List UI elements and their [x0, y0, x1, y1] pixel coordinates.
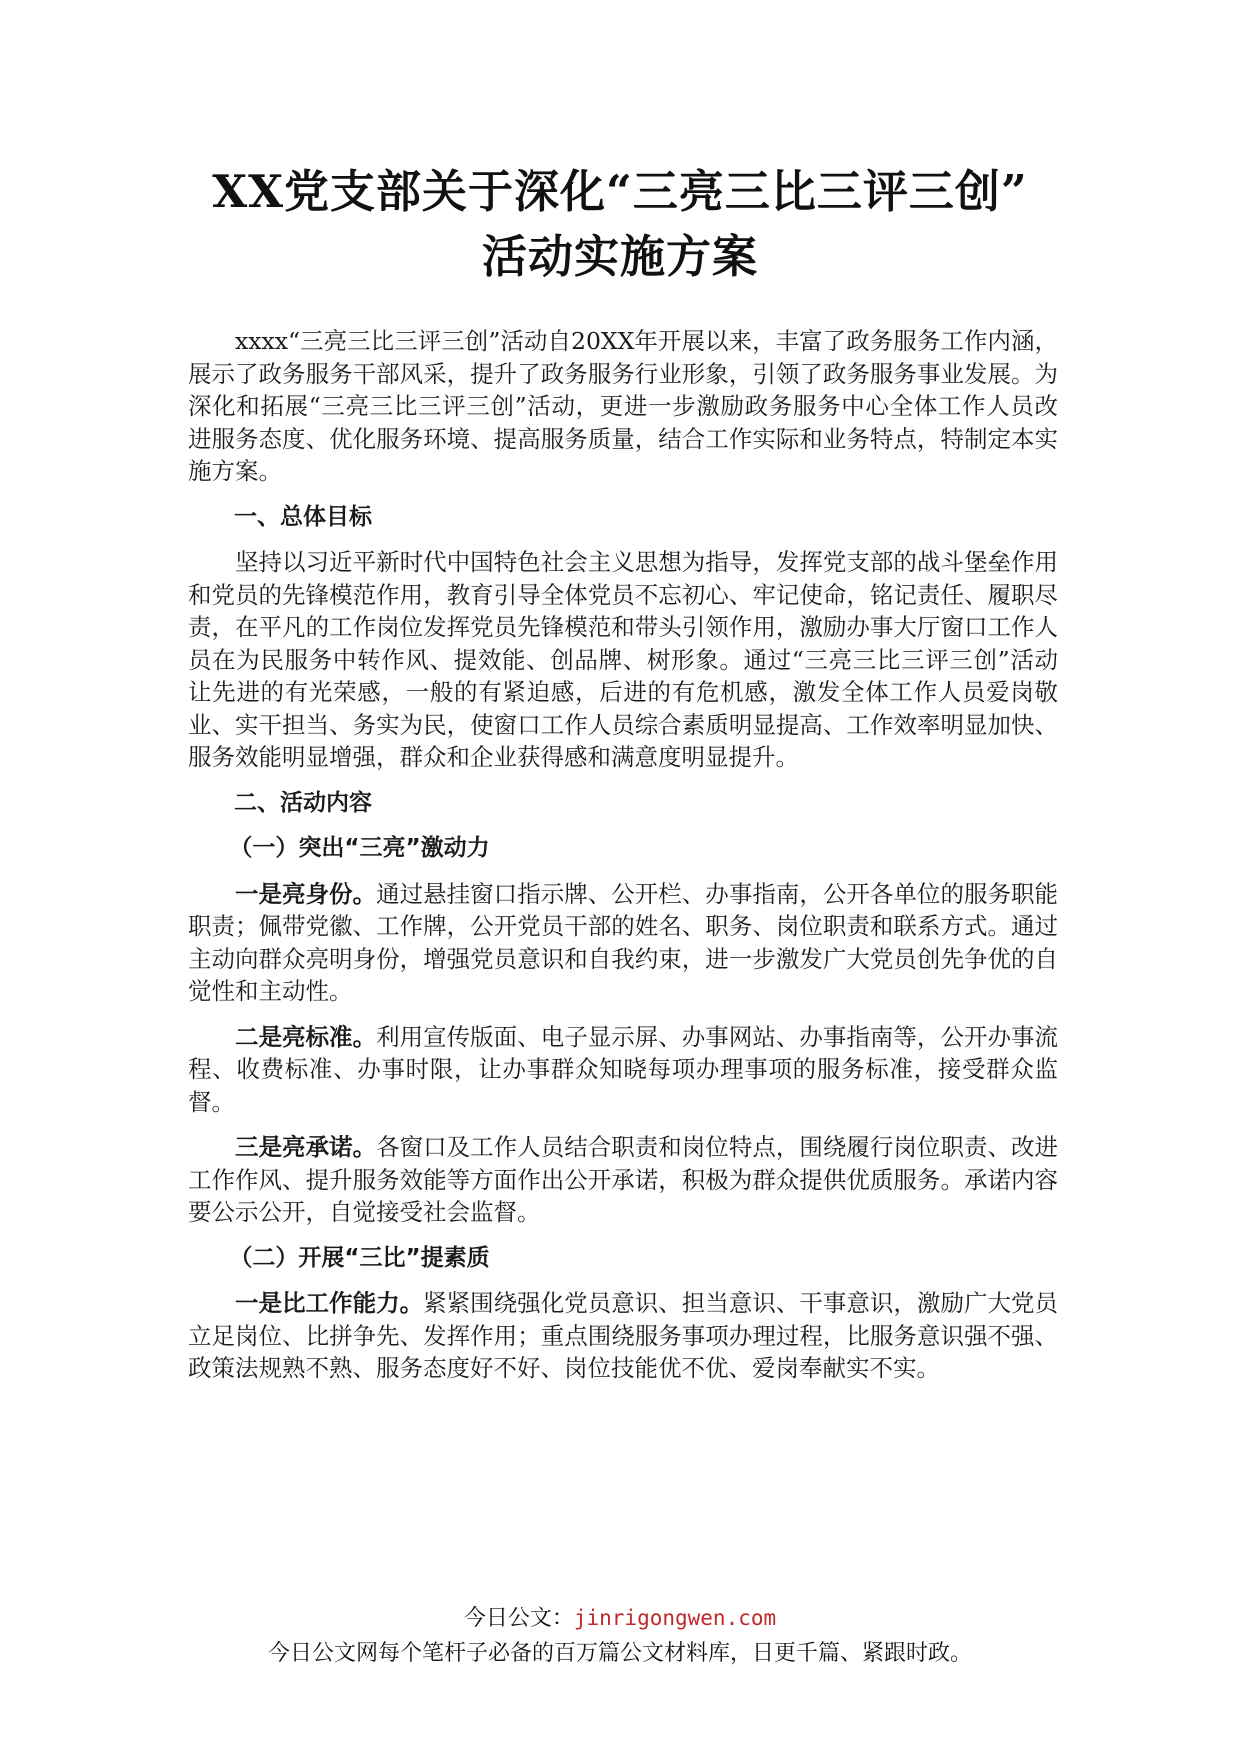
- item-lead: 一是亮身份。: [235, 879, 377, 908]
- item-paragraph: [188, 1131, 1058, 1229]
- item-paragraph: [188, 1287, 1058, 1385]
- footer-slogan: 今日公文网每个笔杆子必备的百万篇公文材料库，日更千篇、紧跟时政。: [267, 1641, 972, 1666]
- subsection-heading-three-shows: （一）突出“三亮”激动力: [229, 835, 490, 861]
- item-lead: 一是比工作能力。: [235, 1289, 424, 1317]
- item-text: 各窗口及工作人员结合职责和岗位特点，围绕履行岗位职责、改进工作作风、提升服务效能等方面作出公开承诺，积极为群众提供优质服务。承诺内容要公示公开，自觉接受社会监督。: [188, 1133, 1059, 1226]
- item-lead: 二是亮标准。: [235, 1022, 377, 1051]
- item-lead: 三是亮承诺。: [235, 1133, 377, 1161]
- section-goals-paragraph: 坚持以习近平新时代中国特色社会主义思想为指导，发挥党支部的战斗堡垒作用和党员的先锋模范作用，教育引导全体党员不忘初心、牢记使命，铭记责任、履职尽责，在平凡的工作岗位发挥党员先锋模范和带头引领作用，激励办事大厅窗口工作人员在为民服务中转作风、提效能、创品牌、树形象。通过“三亮三比三评三创”活动让先进的有光荣感，一般的有紧迫感，后进的有危机感，激发全体工作人员爱岗敬业、实干担当、务实为民，使窗口工作人员综合素质明显提高、工作效率明显加快、服务效能明显增强，群众和企业获得感和满意度明显提升。: [188, 548, 1058, 771]
- section-heading-content: 二、活动内容: [234, 789, 372, 816]
- item-text: 通过悬挂窗口指示牌、公开栏、办事指南，公开各单位的服务职能职责；佩带党徽、工作牌，公开党员干部的姓名、职务、岗位职责和联系方式。通过主动向群众亮明身份，增强党员意识和自我约束，进一步激发广大党员创先争优的自觉性和主动性。: [188, 879, 1059, 1005]
- item-paragraph: [188, 1021, 1058, 1119]
- intro-paragraph: xxxx“三亮三比三评三创”活动自20XX年开展以来，丰富了政务服务工作内涵，展示了政务服务干部风采，提升了政务服务行业形象，引领了政务服务事业发展。为深化和拓展“三亮三比三评三创”活动，更进一步激励政务服务中心全体工作人员改进服务态度、优化服务环境、提高服务质量，结合工作实际和业务特点，特制定本实施方案。: [188, 327, 1058, 485]
- document-title-line2: 活动实施方案: [481, 230, 758, 283]
- item-paragraph: [188, 878, 1058, 1008]
- document-title-line1: XX党支部关于深化“三亮三比三评三创”: [212, 165, 1028, 218]
- document-body: [188, 325, 1058, 1398]
- footer-site-line: [0, 1603, 1240, 1634]
- footer-site-label: 今日公文：: [463, 1606, 574, 1631]
- subsection-heading-three-comparisons: （二）开展“三比”提素质: [229, 1244, 490, 1271]
- section-heading-goals: 一、总体目标: [234, 503, 372, 530]
- item-text: 利用宣传版面、电子显示屏、办事网站、办事指南等，公开办事流程、收费标准、办事时限，让办事群众知晓每项办理事项的服务标准，接受群众监督。: [188, 1022, 1059, 1116]
- item-text: 紧紧围绕强化党员意识、担当意识、干事意识，激励广大党员立足岗位、比拼争先、发挥作用；重点围绕服务事项办理过程，比服务意识强不强、政策法规熟不熟、服务态度好不好、岗位技能优不优、爱岗奉献实不实。: [188, 1289, 1059, 1382]
- footer-site-link[interactable]: jinrigongwen.com: [573, 1606, 777, 1630]
